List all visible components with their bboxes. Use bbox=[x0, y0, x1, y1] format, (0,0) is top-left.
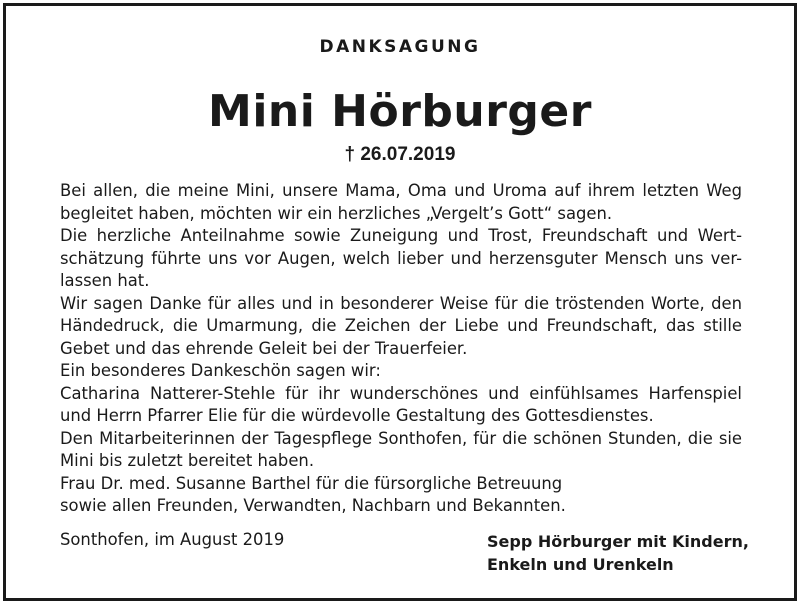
body-line: Mini bis zuletzt bereitet haben. bbox=[60, 451, 315, 470]
notice-body bbox=[60, 180, 742, 518]
body-line: sowie allen Freunden, Verwandten, Nachbarn und Bekannten. bbox=[60, 496, 566, 515]
body-line: begleitet haben, möchten wir ein herzliches „Vergelt’s Gott“ sagen. bbox=[60, 203, 613, 223]
body-line: Frau Dr. med. Susanne Barthel für die fürsorgliche Betreuung bbox=[60, 473, 563, 493]
signature-line: Sepp Hörburger mit Kindern, bbox=[487, 532, 749, 551]
body-line: Händedruck, die Umarmung, die Zeichen der Liebe und Freundschaft, das stille bbox=[60, 316, 742, 335]
signature-line: Enkeln und Urenkeln bbox=[487, 555, 674, 574]
body-line: Bei allen, die meine Mini, unsere Mama, Oma und Uroma auf ihrem letzten Weg bbox=[60, 181, 742, 200]
notice-heading: DANKSAGUNG bbox=[319, 37, 481, 57]
body-line: schätzung führte uns vor Augen, welch lieber und herzensguter Mensch uns ver- bbox=[60, 248, 742, 268]
body-line: Den Mitarbeiterinnen der Tagespflege Sonthofen, für die schönen Stunden, die sie bbox=[60, 428, 742, 448]
body-line: Catharina Natterer-Stehle für ihr wunderschönes und einfühlsames Harfenspiel bbox=[60, 383, 742, 403]
body-line: Wir sagen Danke für alles und in besonderer Weise für die tröstenden Worte, den bbox=[60, 293, 742, 313]
body-line: Ein besonderes Dankeschön sagen wir: bbox=[60, 361, 381, 380]
body-line: Die herzliche Anteilnahme sowie Zuneigung und Trost, Freundschaft und Wert- bbox=[60, 226, 742, 245]
death-date: † 26.07.2019 bbox=[344, 144, 456, 165]
deceased-name: Mini Hörburger bbox=[208, 86, 592, 137]
place-and-date: Sonthofen, im August 2019 bbox=[60, 530, 285, 549]
body-line: lassen hat. bbox=[60, 271, 150, 290]
body-line: und Herrn Pfarrer Elie für die würdevolle Gestaltung des Gottesdienstes. bbox=[60, 406, 654, 425]
signature-block bbox=[487, 530, 749, 576]
body-line: Gebet und das ehrende Geleit bei der Trauerfeier. bbox=[60, 338, 468, 358]
